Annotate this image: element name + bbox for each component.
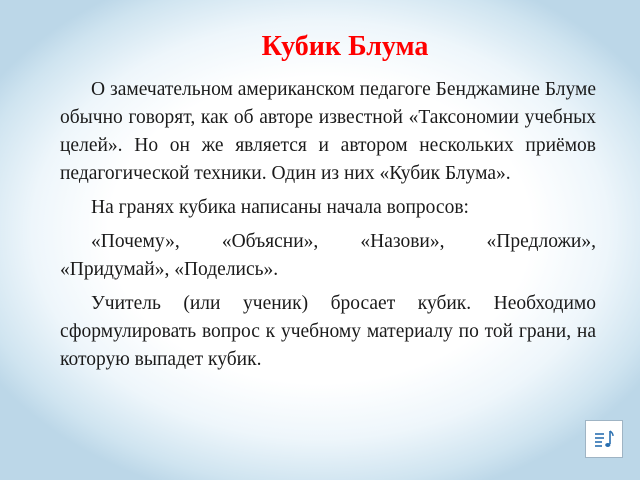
paragraph-questions: «Почему», «Объясни», «Назови», «Предложи», «Придумай», «Поделись». (60, 231, 596, 280)
paragraph-intro: О замечательном американском педагоге Бенджамине Блуме обычно говорят, как об авторе известной «Таксономии учебных целей». Но он же является и автором нескольких приёмов педагогической техники. Один из них «Кубик Блума». (60, 79, 596, 184)
paragraph-faces: На гранях кубика написаны начала вопросов: (91, 197, 469, 218)
paragraph-rules: Учитель (или ученик) бросает кубик. Необходимо сформулировать вопрос к учебному материалу по той грани, на которую выпадет кубик. (60, 293, 596, 370)
slide-title: Кубик Блума (261, 31, 429, 62)
audio-button[interactable] (585, 420, 623, 458)
audio-playlist-icon (592, 427, 616, 451)
slide-body (60, 76, 596, 380)
